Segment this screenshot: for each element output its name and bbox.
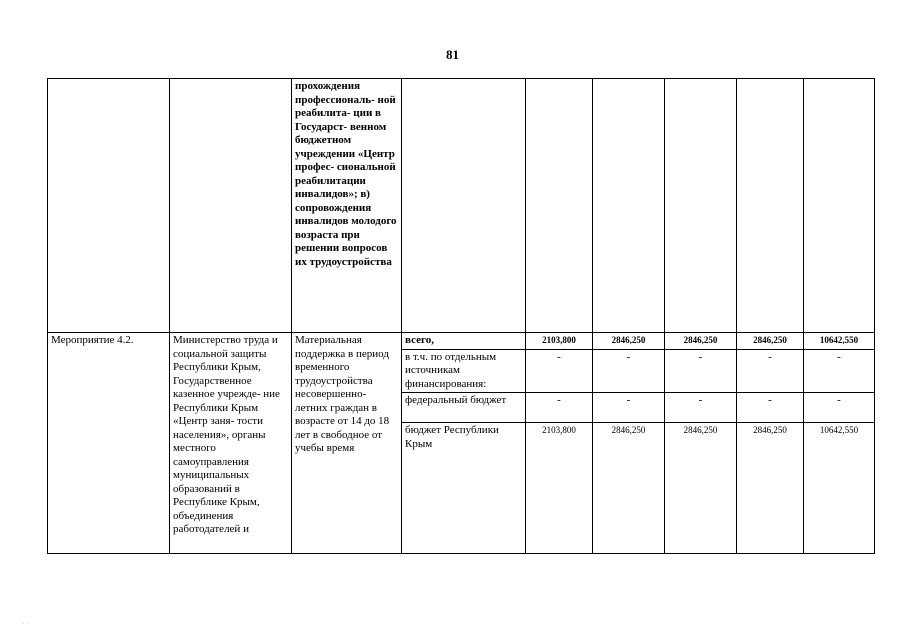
funding-value: 2103,800 xyxy=(526,423,593,554)
cont-cell-source xyxy=(402,79,526,333)
cont-cell-executor xyxy=(170,79,292,333)
funding-source: всего, xyxy=(402,333,526,350)
funding-value: 2846,250 xyxy=(665,333,737,350)
funding-value: 2846,250 xyxy=(593,333,665,350)
margin-mark: · · xyxy=(22,620,29,628)
funding-value: - xyxy=(526,393,593,423)
funding-value: 2103,800 xyxy=(526,333,593,350)
measure-name: Мероприятие 4.2. xyxy=(48,333,170,554)
measure-executor: Министерство труда и социальной защиты Республики Крым, Государственное казенное учрежде- ние Республики Крым «Центр заня- тости населения», органы местного самоуправления муниципальных образований в Республике Крым, объединения работодателей и xyxy=(170,333,292,554)
funding-value: 2846,250 xyxy=(737,423,804,554)
funding-value: - xyxy=(593,393,665,423)
cont-cell-value xyxy=(804,79,875,333)
funding-value: 2846,250 xyxy=(593,423,665,554)
continuation-row xyxy=(48,79,875,333)
funding-source: федеральный бюджет xyxy=(402,393,526,423)
cont-cell-measure xyxy=(48,79,170,333)
funding-source: бюджет Республики Крым xyxy=(402,423,526,554)
page-number: 81 xyxy=(446,47,459,62)
funding-value: - xyxy=(804,393,875,423)
funding-value: 10642,550 xyxy=(804,333,875,350)
cont-cell-value xyxy=(737,79,804,333)
funding-value: - xyxy=(737,393,804,423)
funding-value: - xyxy=(804,349,875,393)
funding-source: в т.ч. по отдельным источникам финансирования: xyxy=(402,349,526,393)
cont-cell-value xyxy=(526,79,593,333)
cont-cell-value xyxy=(593,79,665,333)
funding-value: - xyxy=(737,349,804,393)
funding-value: 2846,250 xyxy=(665,423,737,554)
program-table xyxy=(47,78,875,554)
cont-cell-purpose: прохождения профессиональ- ной реабилита- ции в Государст- венном бюджетном учреждении «Центр профес- сиональной реабилитации инвалидов»; в) сопровождения инвалидов молодого возраста при решении вопросов их трудоустройства xyxy=(292,79,402,333)
measure-purpose: Материальная поддержка в период временного трудоустройства несовершенно- летних граждан в возрасте от 14 до 18 лет в свободное от учебы время xyxy=(292,333,402,554)
funding-value: - xyxy=(526,349,593,393)
funding-value: 10642,550 xyxy=(804,423,875,554)
funding-value: - xyxy=(665,393,737,423)
funding-value: - xyxy=(593,349,665,393)
cont-cell-value xyxy=(665,79,737,333)
funding-value: 2846,250 xyxy=(737,333,804,350)
funding-value: - xyxy=(665,349,737,393)
funding-row-total xyxy=(48,333,875,350)
